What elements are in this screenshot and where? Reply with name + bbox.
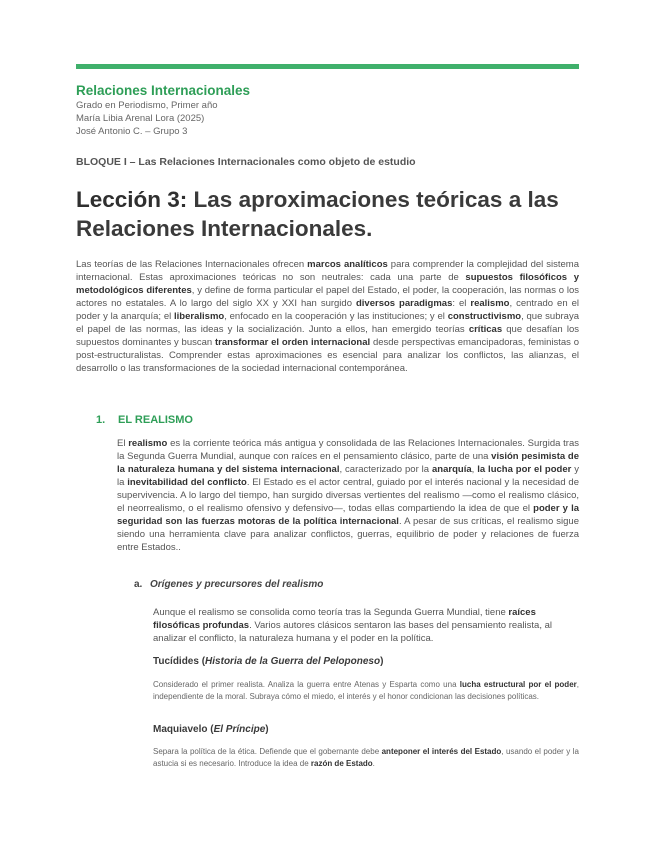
text-run: que desafían los supuestos dominantes y buscan: [76, 324, 580, 349]
text-run: Separa la política de la ética. Defiende que el gobernante debe: [153, 747, 382, 756]
bold-text: razón de Estado: [310, 758, 373, 768]
subsection-title: Orígenes y precursores del realismo: [150, 579, 324, 590]
bold-text: liberalismo: [174, 311, 225, 323]
bold-text: críticas: [468, 324, 503, 336]
text-run: . A pesar de sus críticas, el realismo sigue siendo una herramienta clave para analizar conflictos, guerras, equilibrio de poder y relaciones de fuerza entre Estados..: [117, 516, 580, 554]
section-number: 1.: [96, 414, 106, 426]
bold-text: transformar el orden internacional: [215, 337, 371, 349]
bold-text: marcos analíticos: [307, 259, 388, 270]
bold-text: constructivismo: [447, 311, 522, 323]
header-accent-bar: [76, 64, 579, 69]
text-run: , independiente de la moral. Subraya cómo el miedo, el interés y el honor condicionan las decisiones políticas.: [153, 680, 579, 701]
author-name: Tucídides (: [153, 656, 206, 667]
lesson-label: Lección 3:: [76, 187, 188, 212]
text-run: desde perspectivas emancipadoras, feministas o post-estructuralistas. Comprender estas aproximaciones es esencial para analizar los conflictos, las alianzas, el desarrollo o las transformaciones de la sociedad internacional contemporánea.: [76, 337, 579, 375]
author-work: El Príncipe: [213, 724, 266, 735]
text-run: , usando el poder y la astucia si es necesario. Introduce la idea de: [153, 747, 579, 768]
bold-text: poder y la seguridad son las fuerzas motoras de la política internacional: [117, 503, 580, 528]
author-close: ): [265, 724, 269, 735]
bold-text: realismo: [128, 438, 168, 449]
realismo-paragraph: [117, 437, 579, 554]
bold-text: realismo: [470, 298, 510, 310]
bold-text: visión pesimista de la naturaleza humana y del sistema internacional: [117, 451, 579, 476]
text-run: , centrado en el poder y la anarquía; el: [76, 298, 579, 323]
lesson-title-text: Las aproximaciones teóricas a las Relaciones Internacionales.: [76, 187, 559, 241]
text-run: ,: [471, 464, 478, 476]
author-name: Maquiavelo (: [153, 724, 214, 735]
text-run: : el: [452, 298, 471, 310]
bold-text: diversos paradigmas: [355, 298, 453, 310]
lesson-title: [76, 185, 579, 243]
text-run: .: [372, 758, 375, 768]
text-run: , caracterizado por la: [339, 464, 433, 476]
block-heading: BLOQUE I – Las Relaciones Internacionales como objeto de estudio: [76, 156, 416, 168]
course-title: Relaciones Internacionales: [76, 83, 251, 98]
author-work: Historia de la Guerra del Peloponeso: [205, 656, 381, 667]
author-heading-tucidides: [153, 656, 383, 667]
text-run: Las teorías de las Relaciones Internacionales ofrecen: [76, 259, 308, 270]
bold-text: la lucha por el poder: [477, 464, 572, 476]
section-title: EL REALISMO: [118, 414, 193, 426]
text-run: es la corriente teórica más antigua y consolidada de las Relaciones Internacionales. Surgida tras la Segunda Guerra Mundial, aunque con raíces en el pensamiento clásico, parte de una: [117, 438, 579, 463]
author-close: ): [380, 656, 384, 667]
intro-paragraph: [76, 258, 579, 375]
group-line: José Antonio C. – Grupo 3: [76, 125, 188, 137]
text-run: . Varios autores clásicos sentaron las bases del pensamiento realista, al analizar el conflicto, la naturaleza humana y el poder en la política.: [153, 620, 553, 644]
text-run: , y define de forma particular el papel del Estado, el poder, la cooperación, las normas o los actores no estatales. A lo largo del siglo XX y XXI han surgido: [76, 285, 579, 310]
text-run: . El Estado es el actor central, guiado por el interés nacional y la necesidad de supervivencia. A lo largo del tiempo, han surgido diversas vertientes del realismo —como el realismo clásico, el neorrealismo, o el realismo ofensivo y defensivo—, todas ellas compartiendo la idea de que el: [117, 477, 579, 515]
text-run: Aunque el realismo se consolida como teoría tras la Segunda Guerra Mundial, tiene: [153, 607, 509, 618]
text-run: , que subraya el papel de las normas, las ideas y la socialización. Junto a ellos, han emergido teorías: [76, 311, 579, 336]
text-run: Considerado el primer realista. Analiza la guerra entre Atenas y Esparta como una: [153, 680, 460, 689]
bold-text: lucha estructural por el poder: [459, 680, 577, 689]
bold-text: inevitabilidad del conflicto: [127, 477, 247, 489]
subsection-heading-origenes: [134, 579, 323, 590]
bold-text: anteponer el interés del Estado: [381, 747, 502, 756]
author-line: María Libia Arenal Lora (2025): [76, 112, 205, 124]
subsection-letter: a.: [134, 579, 143, 590]
text-run: y la: [117, 464, 579, 489]
text-run: , enfocado en la cooperación y las instituciones; y el: [224, 311, 448, 323]
text-run: para comprender la complejidad del sistema internacional. Estas aproximaciones teóricas no son neutrales: cada una parte de: [76, 259, 579, 284]
author-description-maquiavelo: [153, 746, 579, 769]
origenes-paragraph: [153, 606, 579, 645]
bold-text: anarquía: [432, 464, 472, 476]
text-run: El: [117, 438, 129, 449]
document-header: [76, 83, 579, 138]
section-heading-realismo: [96, 414, 193, 426]
grade-line: Grado en Periodismo, Primer año: [76, 100, 218, 111]
author-heading-maquiavelo: [153, 724, 269, 735]
bold-text: supuestos filosóficos y metodológicos diferentes: [76, 272, 580, 297]
author-description-tucidides: [153, 679, 579, 702]
bold-text: raíces filosóficas profundas: [153, 607, 536, 631]
